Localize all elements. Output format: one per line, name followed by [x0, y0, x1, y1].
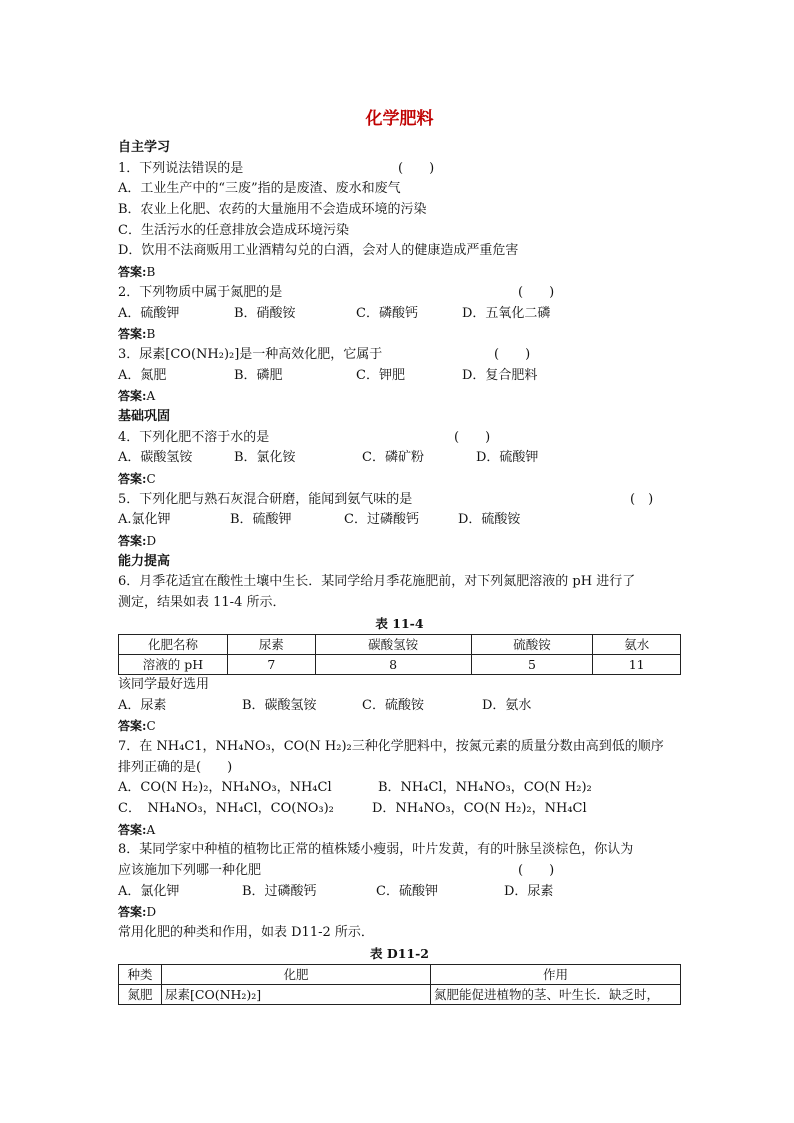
question-6-stem: 6．月季花适宜在酸性土壤中生长．某同学给月季花施肥前，对下列氮肥溶液的 pH 进行了: [118, 574, 636, 590]
page-title: 化学肥料: [365, 109, 434, 129]
answer-blank: ( ): [630, 491, 654, 507]
question-6-stem-cont: 测定，结果如表 11-4 所示．: [118, 595, 286, 611]
question-1-stem: 1．下列说法错误的是 ( ): [118, 159, 681, 180]
question-4-answer: 答案:C: [118, 472, 156, 486]
question-1-option-a: A．工业生产中的“三废”指的是废渣、废水和废气: [118, 181, 401, 197]
table-row: 氮肥 尿素[CO(NH₂)₂] 氮肥能促进植物的茎、叶生长．缺乏时，: [119, 984, 681, 1004]
question-8-options: A．氯化钾 B．过磷酸钙 C．硫酸钾 D．尿素: [118, 883, 554, 899]
question-2-options: A．硫酸钾 B．硝酸铵 C．磷酸钙 D．五氧化二磷: [118, 305, 551, 321]
question-1-option-b: B．农业上化肥、农药的大量施用不会造成环境的污染: [118, 202, 427, 218]
table-row: 溶液的 pH 7 8 5 11: [119, 654, 681, 674]
section-heading: 自主学习: [118, 140, 171, 155]
question-8-stem-cont: 应该施加下列哪一种化肥 ( ): [118, 861, 681, 882]
question-7-stem: 7．在 NH₄C1，NH₄NO₃，CO(N H₂)₂三种化学肥料中，按氮元素的质量分数由高到低的顺序: [118, 738, 664, 754]
question-6-prompt: 该同学最好选用: [118, 676, 210, 692]
question-3-stem: 3．尿素[CO(NH₂)₂]是一种高效化肥，它属于 ( ): [118, 345, 681, 366]
answer-blank: ( ): [398, 160, 435, 176]
ph-table: [118, 634, 681, 675]
answer-blank: ( ): [518, 863, 555, 878]
table-intro: 常用化肥的种类和作用，如表 D11-2 所示．: [118, 925, 374, 941]
question-1-option-d: D．饮用不法商贩用工业酒精勾兑的白酒，会对人的健康造成严重危害: [118, 243, 519, 259]
fertilizer-table: [118, 964, 681, 1005]
question-3-options: A．氮肥 B．磷肥 C．钾肥 D．复合肥料: [118, 367, 538, 383]
table-caption: 表 11-4: [375, 615, 424, 631]
question-6-answer: 答案:C: [118, 719, 156, 734]
answer-blank: ( ): [454, 429, 491, 445]
question-8-stem: 8．某同学家中种植的植物比正常的植株矮小瘦弱，叶片发黄，有的叶脉呈淡棕色，你认为: [118, 842, 634, 858]
table-row: 种类 化肥 作用: [119, 964, 681, 984]
question-7-options-ab: A．CO(N H₂)₂，NH₄NO₃，NH₄Cl B．NH₄Cl，NH₄NO₃，CO(N H₂)₂: [118, 780, 592, 796]
question-1-answer: 答案:B: [118, 265, 156, 280]
table-caption: 表 D11-2: [370, 945, 429, 961]
document-page: [118, 104, 681, 1005]
question-4-options: A．碳酸氢铵 B．氯化铵 C．磷矿粉 D．硫酸钾: [118, 450, 539, 466]
section-heading: 基础巩固: [118, 408, 171, 424]
section-heading: 能力提高: [118, 553, 171, 569]
question-7-stem-cont: 排列正确的是( ): [118, 759, 233, 775]
table-row: 化肥名称 尿素 碳酸氢铵 硫酸铵 氨水: [119, 634, 681, 654]
question-3-answer: 答案:A: [118, 389, 156, 404]
question-5-options: A.氯化钾 B．硫酸钾 C．过磷酸钙 D．硫酸铵: [118, 512, 521, 528]
question-4-stem: 4．下列化肥不溶于水的是 ( ): [118, 428, 681, 449]
question-7-options-cd: C． NH₄NO₃，NH₄Cl，CO(NO₃)₂ D．NH₄NO₃，CO(N H₂)₂，NH₄Cl: [118, 800, 587, 816]
question-2-answer: 答案:B: [118, 327, 156, 342]
question-2-stem: 2．下列物质中属于氮肥的是 ( ): [118, 283, 681, 304]
question-5-stem: 5．下列化肥与熟石灰混合研磨，能闻到氨气味的是 ( ): [118, 490, 681, 511]
answer-blank: ( ): [518, 284, 555, 300]
question-8-answer: 答案:D: [118, 905, 157, 920]
question-6-options: A．尿素 B．碳酸氢铵 C．硫酸铵 D．氨水: [118, 697, 532, 713]
answer-blank: ( ): [494, 346, 531, 362]
question-7-answer: 答案:A: [118, 822, 156, 837]
question-5-answer: 答案:D: [118, 534, 157, 549]
question-1-option-c: C．生活污水的任意排放会造成环境污染: [118, 222, 349, 238]
